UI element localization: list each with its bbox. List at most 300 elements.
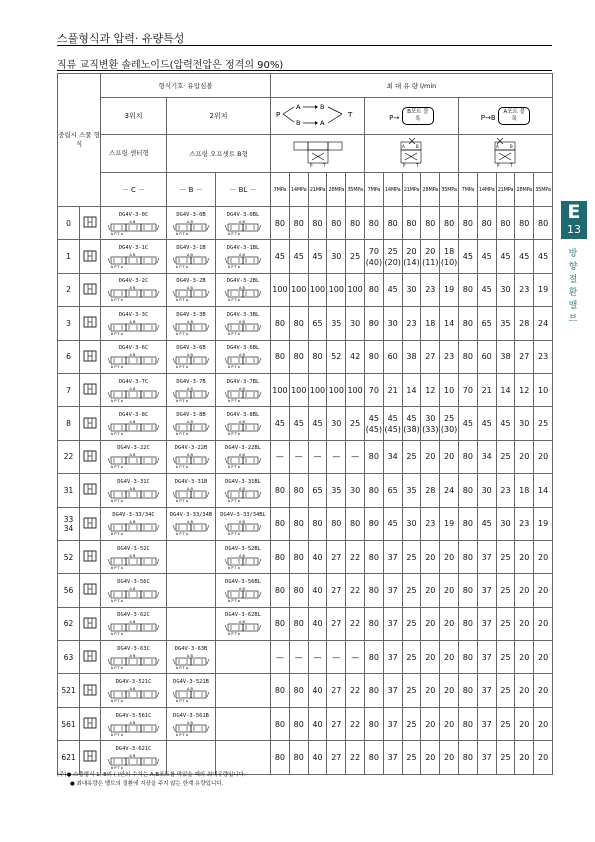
spool-number: 31 xyxy=(58,474,80,507)
flow-value-pab: 80 xyxy=(289,540,308,573)
model-code: DG4V-3-521B xyxy=(173,679,209,686)
valve-symbol-icon xyxy=(101,586,166,602)
flow-value-a-block: 25 xyxy=(496,574,515,607)
flow-value-a-block: 80 xyxy=(496,207,515,240)
flow-value-a-block: 80 xyxy=(534,207,553,240)
flow-value-b-block: 37 xyxy=(383,707,402,740)
flow-value-a-block: 24 xyxy=(534,307,553,340)
model-code: DG4V-3-22BL xyxy=(225,445,261,452)
valve-symbol-icon xyxy=(167,720,215,736)
flow-value-pab: 45 xyxy=(289,240,308,273)
flow-value-pab: 100 xyxy=(289,273,308,306)
flow-value-b-block: 20 xyxy=(440,741,459,774)
model-code-cell xyxy=(216,574,271,607)
flow-value-b-block: 65 xyxy=(383,474,402,507)
two-position-header: 2위치 xyxy=(167,98,271,135)
model-code-cell xyxy=(216,273,271,306)
valve-symbol-icon xyxy=(101,319,166,335)
flow-value-b-block: 37 xyxy=(383,540,402,573)
svg-text:b P T a: b P T a xyxy=(176,265,188,269)
flow-value-b-block: 30 xyxy=(402,507,421,540)
flow-value-pab: 22 xyxy=(346,741,365,774)
model-code-cell xyxy=(167,207,216,240)
table-row xyxy=(58,574,553,607)
svg-text:P: P xyxy=(497,162,500,168)
max-flow-header: 최 대 유 량 l/min xyxy=(271,74,553,98)
svg-text:b P T a: b P T a xyxy=(176,331,188,335)
svg-text:A B: A B xyxy=(187,653,193,658)
flow-value-a-block: 18 xyxy=(515,474,534,507)
model-code-cell xyxy=(167,507,216,540)
flow-value-a-block: 25 xyxy=(496,440,515,473)
flow-value-a-block: 25 xyxy=(496,707,515,740)
flow-value-a-block: 45 xyxy=(477,507,496,540)
flow-value-b-block: 23 xyxy=(421,273,440,306)
model-code-cell xyxy=(101,207,167,240)
pressure-header: 14MPa xyxy=(477,173,496,207)
svg-text:b P T a: b P T a xyxy=(176,465,188,469)
footnote-2: ● 최대유량은 밸브의 절환에 지장을 주지 않는 한계 유량입니다. xyxy=(70,781,224,787)
valve-symbol-icon xyxy=(167,486,215,502)
col-bl-header: － BL － xyxy=(216,173,271,207)
svg-text:A B: A B xyxy=(187,453,193,458)
model-code: DG4V-3-1BL xyxy=(226,245,260,252)
model-code-cell xyxy=(167,307,216,340)
flow-value-a-block: 80 xyxy=(515,207,534,240)
flow-value-b-block: 25 (30) xyxy=(440,407,459,440)
title-rule xyxy=(57,45,552,46)
svg-text:T: T xyxy=(322,162,325,168)
flow-value-b-block: 30 (33) xyxy=(421,407,440,440)
flow-value-pab: 30 xyxy=(327,407,346,440)
flow-value-a-block: 65 xyxy=(477,307,496,340)
table-row xyxy=(58,741,553,774)
flow-value-a-block: 80 xyxy=(458,540,477,573)
model-code-cell xyxy=(101,641,167,674)
model-code-cell xyxy=(216,741,271,774)
svg-text:b P T a: b P T a xyxy=(111,699,123,703)
model-code-cell xyxy=(216,540,271,573)
svg-text:A: A xyxy=(496,143,500,149)
model-code: DG4V-3-52C xyxy=(117,545,150,552)
valve-symbol-icon xyxy=(216,319,270,335)
model-code-cell xyxy=(101,674,167,707)
flow-path-1 xyxy=(271,98,365,135)
flow-value-pab: 80 xyxy=(346,507,365,540)
flow-value-b-block: 80 xyxy=(440,207,459,240)
flow-value-pab: 80 xyxy=(289,507,308,540)
svg-text:b P T a: b P T a xyxy=(228,231,240,235)
spring-center-header: 스프링 센터형 xyxy=(101,135,167,173)
model-code: DG4V-3-33/34BL xyxy=(220,512,266,519)
svg-text:b P T a: b P T a xyxy=(111,298,123,302)
spool-number: 0 xyxy=(58,207,80,240)
svg-text:b P T a: b P T a xyxy=(176,699,188,703)
flow-value-pab: 100 xyxy=(271,373,290,406)
svg-text:A B: A B xyxy=(129,653,136,658)
flow-value-pab: 27 xyxy=(327,540,346,573)
col-c-header: － C － xyxy=(101,173,167,207)
spool-symbol-icon xyxy=(80,240,101,273)
svg-text:A B: A B xyxy=(187,353,193,358)
spool-symbol-icon xyxy=(80,340,101,373)
table-row xyxy=(58,440,553,473)
svg-text:b P T a: b P T a xyxy=(228,365,240,369)
flow-value-pab: 45 xyxy=(308,240,327,273)
flow-value-pab: 80 xyxy=(289,707,308,740)
svg-text:A B: A B xyxy=(239,453,245,458)
svg-text:A B: A B xyxy=(239,286,245,291)
spring-offset-header: 스프링 오프셋트 B형 xyxy=(167,135,271,173)
model-code: DG4V-3-1B xyxy=(176,245,206,252)
flow-value-b-block: 20 xyxy=(421,674,440,707)
flow-value-pab: 80 xyxy=(289,340,308,373)
model-code-cell xyxy=(101,440,167,473)
valve-symbol-icon xyxy=(101,386,166,402)
model-code: DG4V-3-3BL xyxy=(226,311,260,318)
pressure-header: 14MPa xyxy=(289,173,308,207)
model-code: DG4V-3-56BL xyxy=(225,578,261,585)
svg-text:A B: A B xyxy=(239,586,245,591)
svg-text:A B: A B xyxy=(129,753,136,758)
flow-value-a-block: 20 xyxy=(534,674,553,707)
svg-text:A B: A B xyxy=(239,420,245,425)
valve-symbol-icon xyxy=(101,753,166,769)
flow-value-pab: 22 xyxy=(346,574,365,607)
table-row xyxy=(58,540,553,573)
flow-value-pab: 30 xyxy=(346,307,365,340)
flow-value-pab: 22 xyxy=(346,607,365,640)
flow-value-b-block: 19 xyxy=(440,273,459,306)
valve-symbol-icon xyxy=(167,285,215,301)
flow-value-pab: 80 xyxy=(289,607,308,640)
flow-value-pab: 25 xyxy=(346,240,365,273)
valve-symbol-icon xyxy=(216,285,270,301)
flow-value-pab: 80 xyxy=(271,507,290,540)
svg-text:b P T a: b P T a xyxy=(228,498,240,502)
page-subtitle: 직류 교직변환 솔레노이드(압력전압은 정격의 90%) xyxy=(57,60,284,71)
model-code: DG4V-3-31C xyxy=(117,478,150,485)
model-code-cell xyxy=(216,440,271,473)
svg-text:b P T a: b P T a xyxy=(176,432,188,436)
flow-value-b-block: 30 xyxy=(402,273,421,306)
flow-value-a-block: 30 xyxy=(477,474,496,507)
svg-text:b P T a: b P T a xyxy=(228,465,240,469)
flow-value-pab: — xyxy=(289,641,308,674)
table-row xyxy=(58,373,553,406)
svg-text:b P T a: b P T a xyxy=(176,298,188,302)
flow-value-b-block: 14 xyxy=(440,307,459,340)
spool-number: 52 xyxy=(58,540,80,573)
svg-text:b P T a: b P T a xyxy=(176,398,188,402)
svg-text:b P T a: b P T a xyxy=(228,532,240,536)
flow-value-a-block: 80 xyxy=(458,607,477,640)
flow-value-b-block: 37 xyxy=(383,741,402,774)
svg-text:b P T a: b P T a xyxy=(111,398,123,402)
flow-value-b-block: 21 xyxy=(383,373,402,406)
model-code-cell xyxy=(167,741,216,774)
flow-value-b-block: 45 xyxy=(383,507,402,540)
valve-symbol-icon xyxy=(101,419,166,435)
svg-text:A B: A B xyxy=(129,553,136,558)
valve-symbol-icon xyxy=(216,586,270,602)
model-code: DG4V-3-63C xyxy=(117,645,150,652)
valve-symbol-icon xyxy=(167,452,215,468)
flow-value-a-block: 45 xyxy=(477,240,496,273)
flow-value-b-block: 35 xyxy=(402,474,421,507)
flow-value-a-block: 37 xyxy=(477,707,496,740)
svg-text:A B: A B xyxy=(239,386,245,391)
svg-text:b P T a: b P T a xyxy=(111,331,123,335)
pressure-header: 14MPa xyxy=(383,173,402,207)
svg-text:b P T a: b P T a xyxy=(176,665,188,669)
svg-text:b P T a: b P T a xyxy=(228,632,240,636)
flow-value-a-block: 37 xyxy=(477,741,496,774)
svg-text:A B: A B xyxy=(129,386,136,391)
table-row xyxy=(58,307,553,340)
table-row xyxy=(58,474,553,507)
valve-symbol-icon xyxy=(216,486,270,502)
svg-text:A B: A B xyxy=(187,486,193,491)
flow-value-a-block: 12 xyxy=(515,373,534,406)
flow-value-a-block: 20 xyxy=(515,607,534,640)
spool-number: 62 xyxy=(58,607,80,640)
flow-value-a-block: 37 xyxy=(477,540,496,573)
model-code-cell xyxy=(101,373,167,406)
flow-value-a-block: 80 xyxy=(458,707,477,740)
flow-value-pab: 22 xyxy=(346,540,365,573)
model-code-cell xyxy=(101,607,167,640)
flow-value-pab: 100 xyxy=(327,273,346,306)
flow-value-a-block: 23 xyxy=(515,273,534,306)
model-code: DG4V-3-6B xyxy=(176,345,206,352)
flow-value-a-block: 45 xyxy=(515,240,534,273)
flow-value-b-block: 70 (40) xyxy=(365,240,384,273)
flow-value-pab: 80 xyxy=(271,674,290,707)
flow-value-a-block: 80 xyxy=(458,273,477,306)
valve-symbol-icon xyxy=(216,352,270,368)
svg-text:A B: A B xyxy=(239,520,245,525)
model-code-cell xyxy=(101,240,167,273)
flow-value-b-block: 80 xyxy=(365,440,384,473)
footnote-1: (주)● 스풀형식 1, 8의 ( )안의 수치는 A,B포트를 막았을 때의 최대유량입니다. xyxy=(57,772,246,778)
flow-value-b-block: 20 xyxy=(421,607,440,640)
flow-value-pab: 100 xyxy=(271,273,290,306)
svg-text:b P T a: b P T a xyxy=(228,432,240,436)
flow-value-a-block: 25 xyxy=(496,607,515,640)
flow-value-a-block: 35 xyxy=(496,307,515,340)
pressure-header: 28MPa xyxy=(327,173,346,207)
flow-value-a-block: 20 xyxy=(515,641,534,674)
model-code-cell xyxy=(216,674,271,707)
flow-value-b-block: 30 xyxy=(383,307,402,340)
model-code-cell xyxy=(101,574,167,607)
flow-value-a-block: 70 xyxy=(458,373,477,406)
svg-text:b P T a: b P T a xyxy=(176,365,188,369)
flow-value-a-block: 25 xyxy=(496,540,515,573)
flow-value-a-block: 20 xyxy=(534,574,553,607)
spool-number: 33 34 xyxy=(58,507,80,540)
svg-text:A: A xyxy=(319,119,324,127)
flow-value-b-block: 14 xyxy=(402,373,421,406)
flow-value-pab: — xyxy=(346,440,365,473)
section-letter: E xyxy=(567,201,581,223)
flow-value-pab: — xyxy=(308,641,327,674)
flow-value-b-block: 25 xyxy=(402,707,421,740)
model-code: DG4V-3-8BL xyxy=(226,412,260,419)
flow-value-pab: 40 xyxy=(308,574,327,607)
model-code: DG4V-3-7BL xyxy=(226,378,260,385)
svg-text:A B: A B xyxy=(187,520,193,525)
model-code: DG4V-3-2C xyxy=(118,278,149,285)
svg-text:b P T a: b P T a xyxy=(111,598,123,602)
model-code: DG4V-3-22C xyxy=(117,445,150,452)
model-code: DG4V-3-2BL xyxy=(226,278,260,285)
flow-value-a-block: 80 xyxy=(458,307,477,340)
flow-path-2: P→ B포트 블록 xyxy=(365,98,459,135)
flow-value-a-block: 34 xyxy=(477,440,496,473)
flow-value-a-block: 80 xyxy=(458,440,477,473)
model-code: DG4V-3-63B xyxy=(174,645,208,652)
footnotes xyxy=(57,771,246,789)
svg-text:b P T a: b P T a xyxy=(176,231,188,235)
flow-value-b-block: 80 xyxy=(421,207,440,240)
flow-value-b-block: 23 xyxy=(402,307,421,340)
flow-value-pab: 80 xyxy=(289,574,308,607)
flow-value-b-block: 45 (45) xyxy=(365,407,384,440)
model-code: DG4V-3-6C xyxy=(118,345,149,352)
flow-value-b-block: 80 xyxy=(365,273,384,306)
flow-value-b-block: 80 xyxy=(365,574,384,607)
section-number: 13 xyxy=(567,223,581,236)
svg-text:A B: A B xyxy=(129,219,136,224)
flow-value-b-block: 23 xyxy=(440,340,459,373)
flow-value-pab: 35 xyxy=(327,307,346,340)
svg-text:T: T xyxy=(347,111,352,119)
model-code: DG4V-3-8C xyxy=(118,412,149,419)
valve-symbol-icon xyxy=(167,219,215,235)
flow-value-pab: 100 xyxy=(327,373,346,406)
svg-text:P: P xyxy=(309,162,312,168)
model-code-cell xyxy=(216,373,271,406)
svg-text:A B: A B xyxy=(129,286,136,291)
flow-value-a-block: 80 xyxy=(458,741,477,774)
flow-value-b-block: 20 xyxy=(421,741,440,774)
svg-text:A B: A B xyxy=(187,253,193,258)
svg-text:P: P xyxy=(403,162,406,168)
spool-symbol-icon xyxy=(80,207,101,240)
flow-value-a-block: 20 xyxy=(534,707,553,740)
flow-value-a-block: 37 xyxy=(477,674,496,707)
flow-value-pab: — xyxy=(271,440,290,473)
valve-symbol-icon xyxy=(101,720,166,736)
spool-number: 2 xyxy=(58,273,80,306)
pressure-header: 35MPa xyxy=(440,173,459,207)
flow-value-b-block: 80 xyxy=(365,340,384,373)
table-row xyxy=(58,641,553,674)
flow-value-a-block: 45 xyxy=(458,407,477,440)
svg-text:A B: A B xyxy=(187,286,193,291)
flow-value-b-block: 25 xyxy=(402,440,421,473)
flow-value-pab: 80 xyxy=(327,207,346,240)
flow-value-b-block: 12 xyxy=(421,373,440,406)
valve-symbol-icon xyxy=(216,553,270,569)
flow-value-pab: 52 xyxy=(327,340,346,373)
flow-value-pab: — xyxy=(308,440,327,473)
svg-text:b P T a: b P T a xyxy=(111,365,123,369)
svg-text:b P T a: b P T a xyxy=(111,432,123,436)
valve-symbol-icon xyxy=(101,519,166,535)
svg-text:A B: A B xyxy=(129,453,136,458)
flow-value-a-block: 10 xyxy=(534,373,553,406)
flow-value-b-block: 37 xyxy=(383,607,402,640)
spool-symbol-icon xyxy=(80,507,101,540)
spool-symbol-icon xyxy=(80,741,101,774)
flow-value-a-block: 25 xyxy=(496,641,515,674)
model-code-cell xyxy=(101,707,167,740)
table-row xyxy=(58,607,553,640)
flow-value-b-block: 20 xyxy=(440,540,459,573)
svg-text:P: P xyxy=(275,111,280,119)
svg-text:B: B xyxy=(319,103,324,111)
flow-value-pab: 40 xyxy=(308,707,327,740)
symbol-group-header: 형식기호· 유압심볼 xyxy=(101,74,271,98)
svg-text:A B: A B xyxy=(129,420,136,425)
flow-value-a-block: 20 xyxy=(515,707,534,740)
svg-text:b P T a: b P T a xyxy=(228,598,240,602)
model-code: DG4V-3-561B xyxy=(173,712,209,719)
flow-value-b-block: 38 xyxy=(402,340,421,373)
model-code-cell xyxy=(167,707,216,740)
model-code-cell xyxy=(216,641,271,674)
flow-value-b-block: 20 xyxy=(440,574,459,607)
flow-value-pab: — xyxy=(289,440,308,473)
flow-value-a-block: 30 xyxy=(515,407,534,440)
svg-text:A B: A B xyxy=(239,486,245,491)
flow-value-pab: 100 xyxy=(308,373,327,406)
model-code-cell xyxy=(101,474,167,507)
spool-number: 22 xyxy=(58,440,80,473)
flow-value-pab: 100 xyxy=(346,373,365,406)
flow-value-b-block: 20 xyxy=(421,440,440,473)
model-code-cell xyxy=(167,373,216,406)
spool-number: 7 xyxy=(58,373,80,406)
flow-value-b-block: 10 xyxy=(440,373,459,406)
flow-value-pab: 80 xyxy=(271,207,290,240)
flow-value-pab: 80 xyxy=(308,207,327,240)
flow-value-a-block: 28 xyxy=(515,307,534,340)
flow-value-pab: — xyxy=(271,641,290,674)
model-code-cell xyxy=(101,741,167,774)
pressure-header: 21MPa xyxy=(402,173,421,207)
table-row xyxy=(58,207,553,240)
page-title: 스풀형식과 압력· 유량특성 xyxy=(57,32,185,45)
flow-value-pab: 80 xyxy=(289,674,308,707)
model-code-cell xyxy=(216,407,271,440)
flow-value-pab: 100 xyxy=(308,273,327,306)
flow-value-b-block: 45 xyxy=(383,273,402,306)
flow-value-pab: — xyxy=(327,440,346,473)
flow-value-pab: 40 xyxy=(308,540,327,573)
col-b-header: － B － xyxy=(167,173,216,207)
svg-text:A B: A B xyxy=(187,219,193,224)
spool-number: 6 xyxy=(58,340,80,373)
spool-symbol-icon xyxy=(80,607,101,640)
valve-symbol-icon xyxy=(167,653,215,669)
flow-value-b-block: 20 xyxy=(421,540,440,573)
model-code: DG4V-3-7C xyxy=(118,378,149,385)
model-code: DG4V-3-62BL xyxy=(225,612,261,619)
